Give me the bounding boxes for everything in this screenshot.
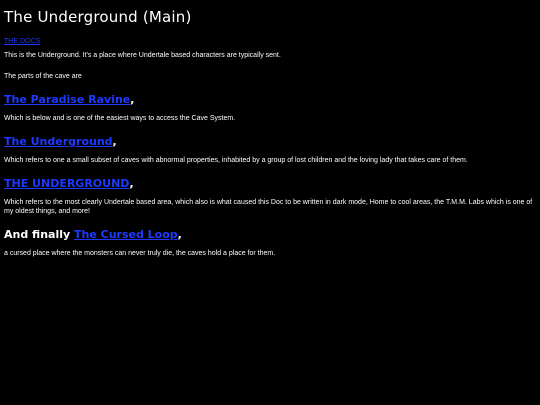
page-title: The Underground (Main): [4, 8, 192, 26]
underground-caps-link[interactable]: THE UNDERGROUND: [4, 177, 130, 190]
section-heading-suffix: ,: [112, 135, 117, 148]
underground-description: Which refers to one a small subset of caves with abnormal properties, inhabited by a group of lost children and the loving lady that takes care of them.: [4, 157, 468, 164]
intro-paragraph: This is the Underground. It's a place where Undertale based characters are typically sent.: [4, 52, 281, 59]
section-heading-underground-caps: [4, 177, 536, 190]
cursed-loop-description: a cursed place where the monsters can never truly die, the caves hold a place for them.: [4, 250, 276, 257]
section-heading-suffix: ,: [130, 93, 135, 106]
section-heading-suffix: ,: [129, 177, 134, 190]
section-heading-prefix: And finally: [4, 228, 74, 241]
underground-caps-description: Which refers to the most clearly Undertale based area, which also is what caused this Doc to be written in dark mode, Home to cool areas, the T.M.M. Labs which is one of my oldest things, and more!: [4, 199, 533, 215]
paradise-ravine-link[interactable]: The Paradise Ravine: [4, 93, 131, 106]
section-heading-paradise-ravine: [4, 93, 536, 106]
underground-link[interactable]: The Underground: [4, 135, 113, 148]
paradise-ravine-description: Which is below and is one of the easiest ways to access the Cave System.: [4, 115, 236, 122]
cursed-loop-link[interactable]: The Cursed Loop: [74, 228, 178, 241]
section-heading-suffix: ,: [177, 228, 182, 241]
the-docs-link[interactable]: THE DOCS: [4, 38, 41, 45]
parts-intro-paragraph: The parts of the cave are: [4, 73, 82, 80]
section-heading-underground: [4, 135, 536, 148]
section-heading-cursed-loop: [4, 228, 536, 241]
